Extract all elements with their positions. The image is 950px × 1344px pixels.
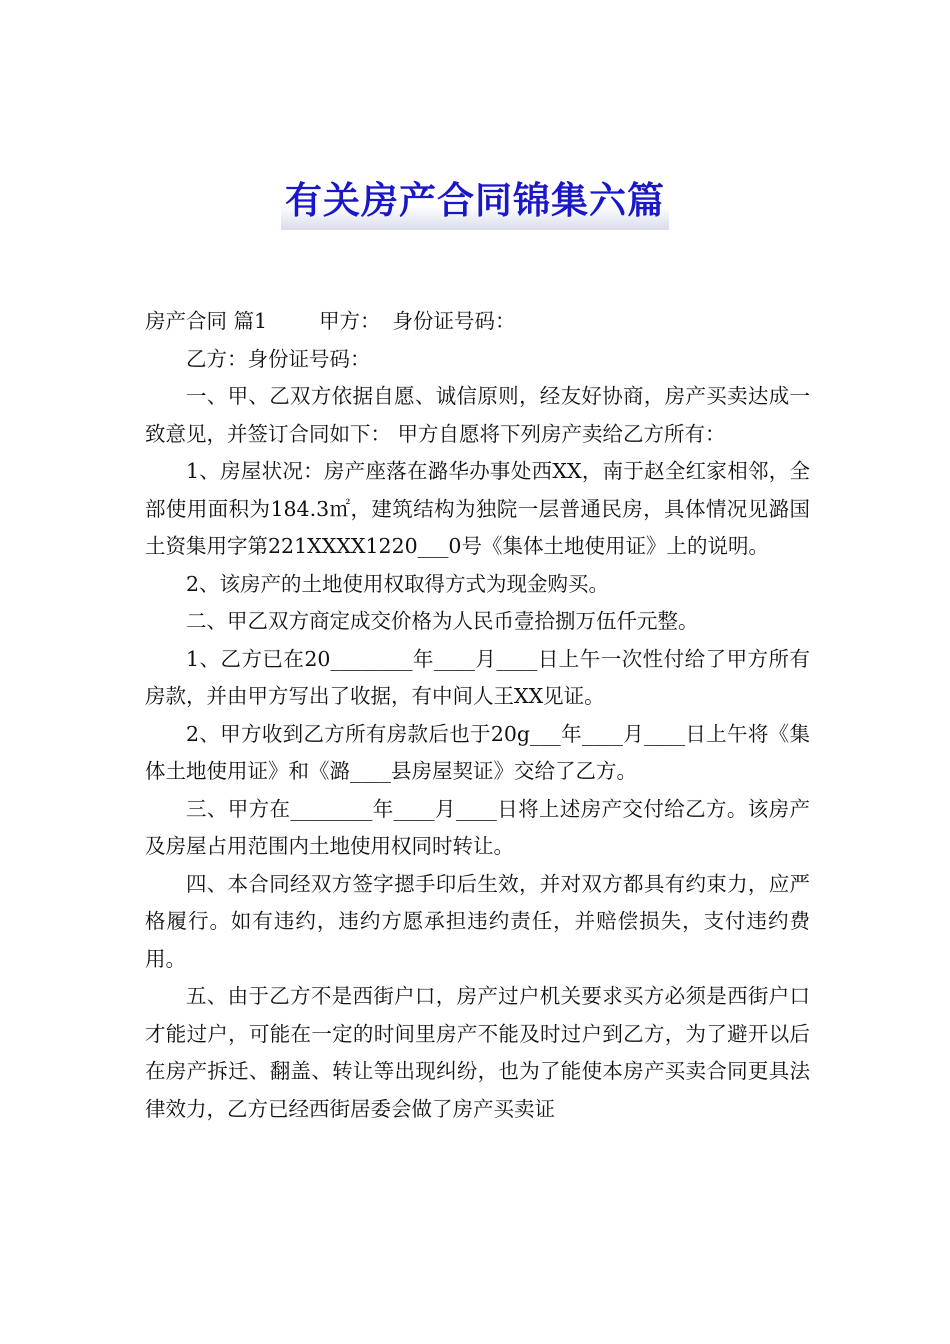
paragraph: 1、房屋状况：房产座落在潞华办事处西XX，南于赵全红家相邻，全部使用面积为184.3㎡，建筑结构为独院一层普通民房，具体情况见潞国土资集用字第221XXXX1220___0号《集体土地使用证》上的说明。 (145, 459, 810, 558)
document-title-wrapper (0, 170, 950, 224)
party-a-label: 甲方： (319, 309, 381, 333)
paragraph: 三、甲方在________年____月____日将上述房产交付给乙方。该房产及房屋占用范围内土地使用权同时转让。 (145, 796, 810, 858)
paragraph: 四、本合同经双方签字摁手印后生效，并对双方都具有约束力，应严格履行。如有违约，违约方愿承担违约责任，并赔偿损失，支付违约费用。 (145, 871, 810, 971)
paragraph: 二、甲乙双方商定成交价格为人民币壹拾捌万伍仟元整。 (186, 609, 699, 633)
document-title: 有关房产合同锦集六篇 (281, 177, 669, 230)
document-body (145, 303, 810, 1128)
contract-heading: 房产合同 篇1 (145, 309, 268, 333)
paragraph: 一、甲、乙双方依据自愿、诚信原则，经友好协商，房产买卖达成一致意见，并签订合同如下： 甲方自愿将下列房产卖给乙方所有： (145, 384, 810, 446)
paragraph: 乙方：身份证号码： (186, 346, 371, 371)
paragraph: 2、甲方收到乙方所有房款后也于20g___年____月____日上午将《集体土地使用证》和《潞____县房屋契证》交给了乙方。 (145, 721, 810, 783)
first-line (145, 303, 810, 341)
paragraph: 五、由于乙方不是西街户口，房产过户机关要求买方必须是西街户口才能过户，可能在一定的时间里房产不能及时过户到乙方，为了避开以后在房产拆迁、翻盖、转让等出现纠纷，也为了能使本房产买卖合同更具法律效力，乙方已经西街居委会做了房产买卖证 (145, 984, 810, 1121)
paragraph: 1、乙方已在20________年____月____日上午一次性付给了甲方所有房款，并由甲方写出了收据，有中间人王XX见证。 (145, 646, 810, 708)
party-a-id-label: 身份证号码： (392, 309, 516, 333)
paragraph: 2、该房产的土地使用权取得方式为现金购买。 (186, 571, 610, 596)
